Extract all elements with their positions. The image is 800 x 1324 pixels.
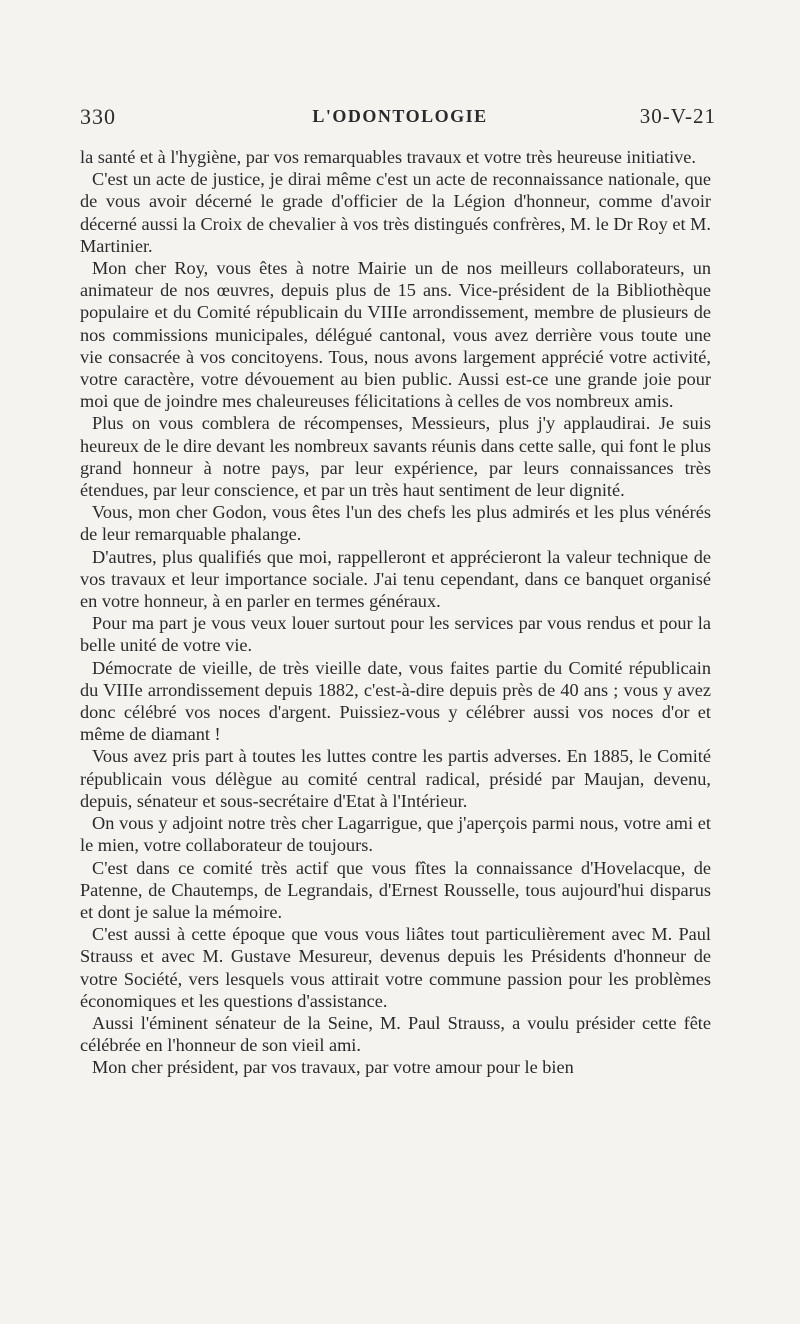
paragraph: la santé et à l'hygiène, par vos remarquables travaux et votre très heureuse initiative. xyxy=(80,147,696,167)
paragraph: Plus on vous comblera de récompenses, Messieurs, plus j'y applaudirai. Je suis heureux de le dire devant les nombreux savants réunis dans cette salle, qui font le plus grand honneur à notre pays, par leur expérience, par leurs connaissances très étendues, par leur conscience, et par un très haut sentiment de leur dignité. xyxy=(80,413,711,501)
paragraph: Aussi l'éminent sénateur de la Seine, M. Paul Strauss, a voulu présider cette fête célébrée en l'honneur de son vieil ami. xyxy=(80,1012,711,1056)
paragraph: Vous, mon cher Godon, vous êtes l'un des chefs les plus admirés et les plus vénérés de leur remarquable phalange. xyxy=(80,502,711,545)
paragraph: Vous avez pris part à toutes les luttes contre les partis adverses. En 1885, le Comité républicain vous délègue au comité central radical, présidé par Maujan, devenu, depuis, sénateur et sous-secrétaire d'Etat à l'Intérieur. xyxy=(80,746,711,811)
paragraph: Mon cher président, par vos travaux, par votre amour pour le bien xyxy=(92,1057,574,1078)
paragraph: On vous y adjoint notre très cher Lagarrigue, que j'aperçois parmi nous, votre ami et le mien, votre collaborateur de toujours. xyxy=(80,813,711,856)
paragraph: C'est dans ce comité très actif que vous fîtes la connaissance d'Hovelacque, de Patenne, de Chautemps, de Legrandais, d'Ernest Rousselle, tous aujourd'hui disparus et dont je salue la mémoire. xyxy=(80,857,711,922)
paragraph: Mon cher Roy, vous êtes à notre Mairie un de nos meilleurs collaborateurs, un animateur de nos œuvres, depuis plus de 15 ans. Vice-président de la Bibliothèque populaire et du Comité républicain du VIIIe arrondissement, membre de plusieurs de nos commissions municipales, délégué cantonal, vous avez derrière vous toute une vie consacrée à vos concitoyens. Tous, nous avons largement apprécié votre activité, votre caractère, votre dévouement au bien public. Aussi est-ce une grande joie pour moi que de joindre mes chaleureuses félicitations à celles de vos nombreux amis. xyxy=(80,258,711,412)
paragraph: Pour ma part je vous veux louer surtout pour les services par vous rendus et pour la belle unité de votre vie. xyxy=(80,613,711,656)
paragraph: C'est aussi à cette époque que vous vous liâtes tout particulièrement avec M. Paul Strauss et avec M. Gustave Mesureur, devenus depuis les Présidents d'honneur de votre Société, vers lesquels vous attirait votre commune passion pour les problèmes économiques et les questions d'assistance. xyxy=(80,924,711,1011)
page-number: 330 xyxy=(80,104,116,129)
running-title: L'ODONTOLOGIE xyxy=(312,106,488,126)
paragraph: D'autres, plus qualifiés que moi, rappelleront et apprécieront la valeur technique de vos travaux et leur importance sociale. J'ai tenu cependant, dans ce banquet organisé en votre honneur, à en parler en termes généraux. xyxy=(80,546,711,612)
paragraph: C'est un acte de justice, je dirai même c'est un acte de reconnaissance nationale, que de vous avoir décerné le grade d'officier de la Légion d'honneur, comme d'avoir décerné aussi la Croix de chevalier à vos très distingués confrères, M. le Dr Roy et M. Martinier. xyxy=(80,169,711,256)
paragraph: Démocrate de vieille, de très vieille date, vous faites partie du Comité républicain du VIIIe arrondissement depuis 1882, c'est-à-dire depuis près de 40 ans ; vous y avez donc célébré vos noces d'argent. Puissiez-vous y célébrer aussi vos noces d'or et même de diamant ! xyxy=(80,657,711,745)
issue-date: 30-V-21 xyxy=(639,104,716,128)
body-text xyxy=(80,146,711,1079)
page-header xyxy=(80,104,720,134)
